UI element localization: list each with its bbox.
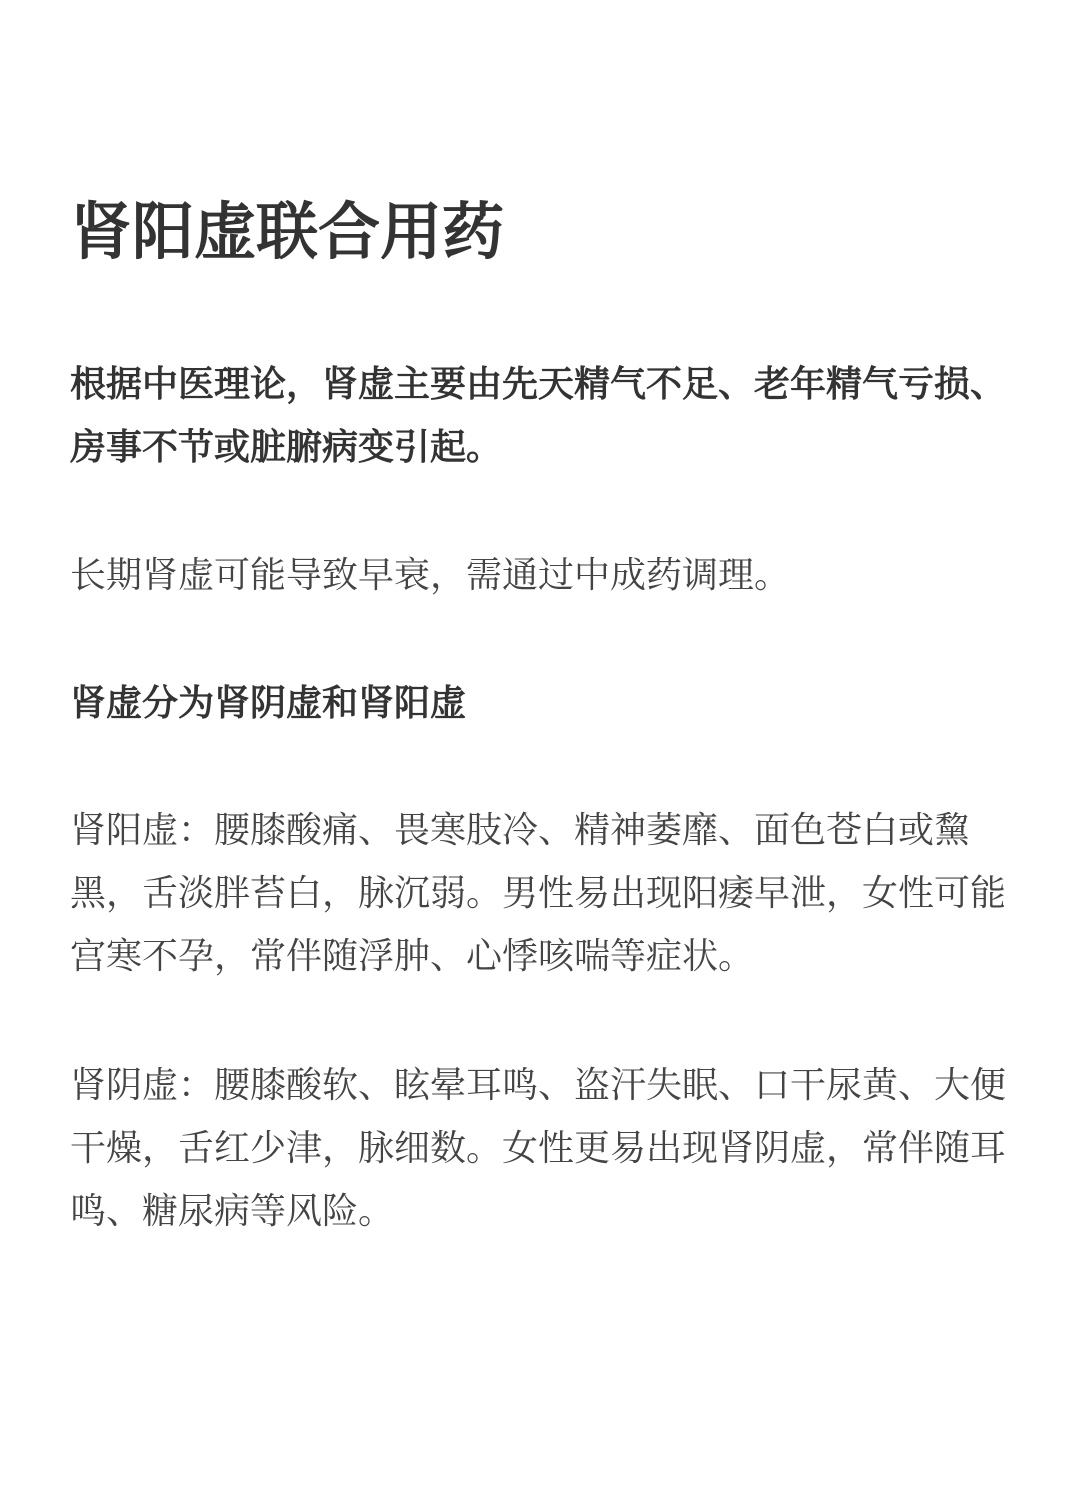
yin-deficiency-paragraph: 肾阴虚：腰膝酸软、眩晕耳鸣、盗汗失眠、口干尿黄、大便干燥，舌红少津，脉细数。女性更易出现肾阴虚，常伴随耳鸣、糖尿病等风险。 bbox=[70, 1065, 1007, 1232]
long-term-paragraph: 长期肾虚可能导致早衰，需通过中成药调理。 bbox=[70, 555, 791, 596]
page-title: 肾阳虚联合用药 bbox=[70, 195, 505, 268]
intro-paragraph: 根据中医理论，肾虚主要由先天精气不足、老年精气亏损、房事不节或脏腑病变引起。 bbox=[70, 364, 1007, 468]
section-subtitle: 肾虚分为肾阴虚和肾阳虚 bbox=[70, 683, 467, 724]
yang-deficiency-paragraph: 肾阳虚：腰膝酸痛、畏寒肢冷、精神萎靡、面色苍白或黧黑，舌淡胖苔白，脉沉弱。男性易出现阳痿早泄，女性可能宫寒不孕，常伴随浮肿、心悸咳喘等症状。 bbox=[70, 810, 1007, 977]
